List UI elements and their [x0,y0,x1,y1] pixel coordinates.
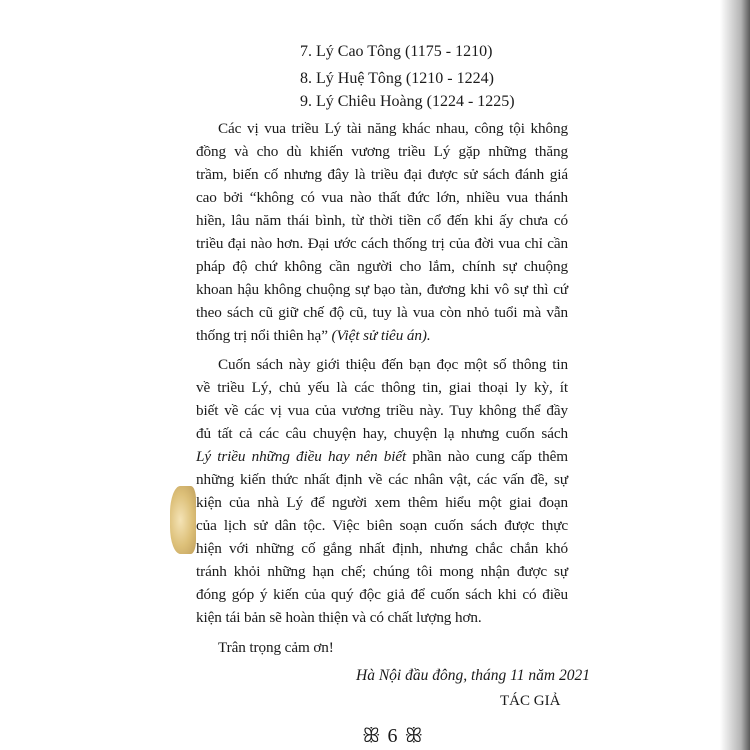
paragraph-line: pháp độ chứ không cần người cho lắm, chính sự chuộng [196,258,568,275]
thanks-line: Trân trọng cảm ơn! [218,639,334,656]
gilded-page-edge [170,486,196,554]
paragraph-line: triều đại nào hơn. Đại ước cách thống trị của đời vua chỉ cần [196,235,568,252]
citation-source: (Việt sử tiêu án). [331,327,431,344]
paragraph-line: của lịch sử dân tộc. Việc biên soạn cuốn sách được thực [196,517,568,534]
paragraph-last-line [196,327,568,345]
book-title: Lý triều những điều hay nên biết [196,448,407,465]
reign-item: 7. Lý Cao Tông (1175 - 1210) [300,43,493,60]
paragraph-line-with-title [196,448,568,466]
paragraph-line: tránh khỏi những hạn chế; chúng tôi mong nhận được sự [196,563,568,580]
paragraph-line: những kiến thức nhất định về các nhân vật, các vấn đề, sự [196,471,568,488]
paragraph-line: đóng góp ý kiến của quý độc giả để cuốn sách khi có điều [196,586,568,603]
paragraph-line: biết về các vị vua của vương triều này. Tuy không thể đầy [196,402,568,419]
paragraph-line: cao bởi “không có vua nào thất đức lớn, nhiều vua thánh [196,189,568,206]
paragraph-line: về triều Lý, chủ yếu là các thông tin, giai thoại ly kỳ, ít [196,379,568,396]
paragraph-line: khoan hậu không chuộng sự bạo tàn, đương khi vô sự thì cứ [196,281,568,298]
paragraph-line: hiện với những cố gắng nhất định, nhưng chắc chắn khó [196,540,568,557]
reign-item: 8. Lý Huệ Tông (1210 - 1224) [300,70,494,87]
paragraph-line: Cuốn sách này giới thiệu đến bạn đọc một số thông tin [218,356,568,373]
paragraph-line: kiện của nhà Lý để người xem thêm hiểu một giai đoạn [196,494,568,511]
paragraph-text: thống trị nổi thiên hạ” [196,327,328,344]
reign-item: 9. Lý Chiêu Hoàng (1224 - 1225) [300,93,515,110]
page-number: ꕥ 6 ꕥ [362,725,425,747]
paragraph-line: đồng và cho dù khiến vương triều Lý gặp những thăng [196,143,568,160]
paragraph-line: Các vị vua triều Lý tài năng khác nhau, công tội không [218,120,568,137]
binding-shadow [720,0,750,750]
paragraph-line: đủ tất cả các câu chuyện hay, chuyện lạ nhưng cuốn sách [196,425,568,442]
paragraph-line: hiền, lâu năm thái bình, từ thời tiền cổ đến khi ấy chưa có [196,212,568,229]
signature-author: TÁC GIẢ [500,693,561,709]
signature-date: Hà Nội đầu đông, tháng 11 năm 2021 [356,667,590,684]
paragraph-line: kiện tái bản sẽ hoàn thiện và có chất lượng hơn. [196,609,482,626]
paragraph-text: phần nào cung cấp thêm [406,448,568,465]
paragraph-line: theo sách cũ giữ chế độ cũ, tuy là vua còn nhỏ tuổi mà vẫn [196,304,568,321]
paragraph-line: trầm, biến cố nhưng đây là triều đại được sử sách đánh giá [196,166,568,183]
